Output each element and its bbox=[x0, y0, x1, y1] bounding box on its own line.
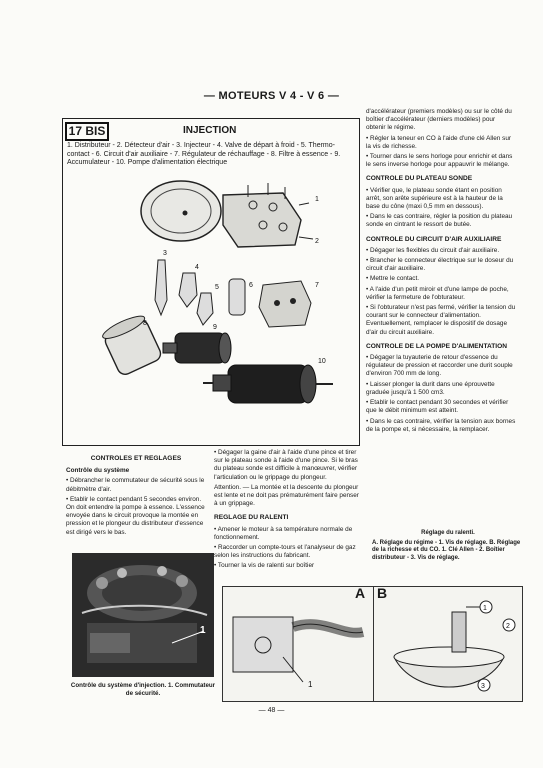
callout-7: 7 bbox=[315, 282, 319, 289]
figure-ab-text: A. Réglage du régime - 1. Vis de réglage. B. Réglage de la richesse et du CO. 1. Clé Allen - 2. Boîtier distributeur - 3. Vis de réglage. bbox=[372, 539, 521, 561]
paragraph: • A l'aide d'un petit miroir et d'une lampe de poche, vérifier la fermeture de l'obturateur. bbox=[366, 285, 509, 301]
figure-b-marker-1: 1 bbox=[483, 605, 487, 612]
paragraph: d'accélérateur (premiers modèles) ou sur le côté du boîtier d'accélérateur (derniers modèles) pour obtenir le régime. bbox=[366, 108, 512, 132]
fuel-pump bbox=[203, 365, 333, 403]
callout-4: 4 bbox=[195, 264, 199, 271]
page-header: — MOTEURS V 4 - V 6 — bbox=[203, 90, 340, 102]
callout-2: 2 bbox=[315, 238, 319, 245]
paragraph: • Dégager la gaine d'air à l'aide d'une pince et tirer sur le plateau sonde à l'aide d'une pince. Si le bras du plateau sonde est difficile à manœuvrer, vérifier l'articulation ou le grippage du plongeur. bbox=[214, 449, 358, 481]
paragraph: • Laisser plonger la durit dans une éprouvette graduée jusqu'à 1 500 cm3. bbox=[366, 380, 495, 396]
auxiliary-air-valve bbox=[229, 279, 245, 315]
section-heading: CONTROLE DU PLATEAU SONDE bbox=[366, 175, 473, 183]
figure-a-marker: 1 bbox=[308, 680, 313, 689]
callout-1: 1 bbox=[315, 196, 319, 203]
column-controls bbox=[66, 449, 206, 539]
paragraph: Attention. — La montée et la descente du plongeur est lente et ne doit pas prématurément faire penser à un grippage. bbox=[214, 483, 359, 508]
photo-marker: 1 bbox=[200, 625, 206, 636]
figure-injection bbox=[62, 118, 360, 446]
paragraph: • Dégager les flexibles du circuit d'air auxiliaire. bbox=[366, 246, 500, 254]
callout-6: 6 bbox=[249, 282, 253, 289]
paragraph: • Débrancher le commutateur de sécurité sous le débitmètre d'air. bbox=[66, 477, 205, 493]
right-column bbox=[366, 108, 516, 436]
engine-photo bbox=[72, 553, 214, 677]
paragraph: • Tourner dans le sens horloge pour enrichir et dans le sens inverse horloge pour appauvrir le mélange. bbox=[366, 153, 513, 169]
section-heading: CONTROLES ET REGLAGES bbox=[90, 455, 182, 462]
engine-photo-graphic bbox=[72, 553, 214, 677]
callout-3: 3 bbox=[163, 250, 167, 257]
injection-exploded-diagram bbox=[63, 175, 359, 445]
paragraph: • Vérifier que, le plateau sonde étant en position arrêt, son arête supérieure est à la hauteur de la base du cône (maxi 0,5 mm en dessous). bbox=[366, 186, 503, 211]
figure-badge: 17 BIS bbox=[65, 122, 109, 141]
figure-letter: A bbox=[355, 585, 366, 601]
thermo-contact bbox=[197, 293, 213, 325]
callout-5: 5 bbox=[215, 284, 219, 291]
paragraph: • Dégager la tuyauterie de retour d'essence du régulateur de pression et raccorder une durit souple d'environ 700 mm de long. bbox=[366, 354, 513, 378]
paragraph: • Mettre le contact. bbox=[366, 275, 420, 283]
figure-a bbox=[222, 586, 374, 702]
page-number: — 48 — bbox=[258, 707, 285, 714]
figure-ab-title: Réglage du ralenti. bbox=[421, 530, 475, 536]
paragraph: • Brancher le connecteur électrique sur le doseur du circuit d'air auxiliaire. bbox=[366, 257, 514, 273]
figure-b-marker-3: 3 bbox=[481, 683, 485, 690]
accumulator bbox=[163, 333, 231, 363]
paragraph: • Si l'obturateur n'est pas fermé, vérifier la tension du courant sur le connecteur d'alimentation. Eventuellement, remplacer le dispositif de dosage d'air du circuit auxiliaire. bbox=[366, 304, 516, 336]
section-heading: CONTROLE DE LA POMPE D'ALIMENTATION bbox=[366, 342, 508, 350]
figure-b-marker-2: 2 bbox=[506, 623, 510, 630]
cold-start-valve bbox=[179, 273, 197, 307]
figure-letter: B bbox=[377, 585, 388, 601]
paragraph: • Régler la teneur en CO à l'aide d'une clé Allen sur la vis de richesse. bbox=[366, 134, 511, 150]
distributor-body bbox=[223, 193, 301, 247]
callout-8: 8 bbox=[143, 320, 147, 327]
fuel-filter bbox=[100, 312, 163, 377]
figure-b bbox=[373, 586, 523, 702]
callout-10: 10 bbox=[318, 358, 326, 365]
section-heading: CONTROLE DU CIRCUIT D'AIR AUXILIAIRE bbox=[366, 235, 502, 243]
injector bbox=[155, 260, 167, 315]
figure-ab-caption bbox=[372, 530, 524, 562]
figure-a-drawing bbox=[223, 587, 373, 701]
figure-b-drawing bbox=[374, 587, 522, 701]
warmup-regulator bbox=[259, 281, 311, 327]
air-sensor-drum bbox=[141, 181, 221, 241]
paragraph: • Tourner la vis de ralenti sur boîtier bbox=[214, 562, 315, 570]
figure-legend: 1. Distributeur - 2. Détecteur d'air - 3. Injecteur - 4. Valve de départ à froid - 5. Thermo-contact - 6. Circuit d'air auxiliaire - 7. Régulateur de réchauffage - 8. Filtre à essence - 9. Accumulateur - 10. Pompe d'alimentation électrique bbox=[67, 142, 341, 167]
callout-9: 9 bbox=[213, 324, 217, 331]
paragraph: • Dans le cas contraire, régler la position du plateau sonde en cintrant le ressort de butée. bbox=[366, 213, 513, 229]
figure-title: INJECTION bbox=[183, 125, 237, 136]
paragraph: • Raccorder un compte-tours et l'analyseur de gaz selon les instructions du fabricant. bbox=[214, 544, 356, 560]
paragraph: • Amener le moteur à sa température normale de fonctionnement. bbox=[214, 525, 353, 541]
sub-heading: Contrôle du système bbox=[66, 467, 130, 475]
paragraph: • Etablir le contact pendant 30 secondes et vérifier que le débit minimum est atteint. bbox=[366, 399, 509, 415]
paragraph: • Dans le cas contraire, vérifier la tension aux bornes de la pompe et, si nécessaire, la remplacer. bbox=[366, 417, 516, 433]
section-heading: REGLAGE DU RALENTI bbox=[214, 514, 289, 522]
photo-caption: Contrôle du système d'injection. 1. Commutateur de sécurité. bbox=[70, 682, 216, 697]
column-idle bbox=[214, 449, 364, 573]
paragraph: • Etablir le contact pendant 5 secondes environ. On doit entendre la pompe à essence. L'essence envoyée dans le circuit provoque la montée en pression et le plongeur du distributeur d'essence est dirigé vers le bas. bbox=[66, 495, 205, 536]
